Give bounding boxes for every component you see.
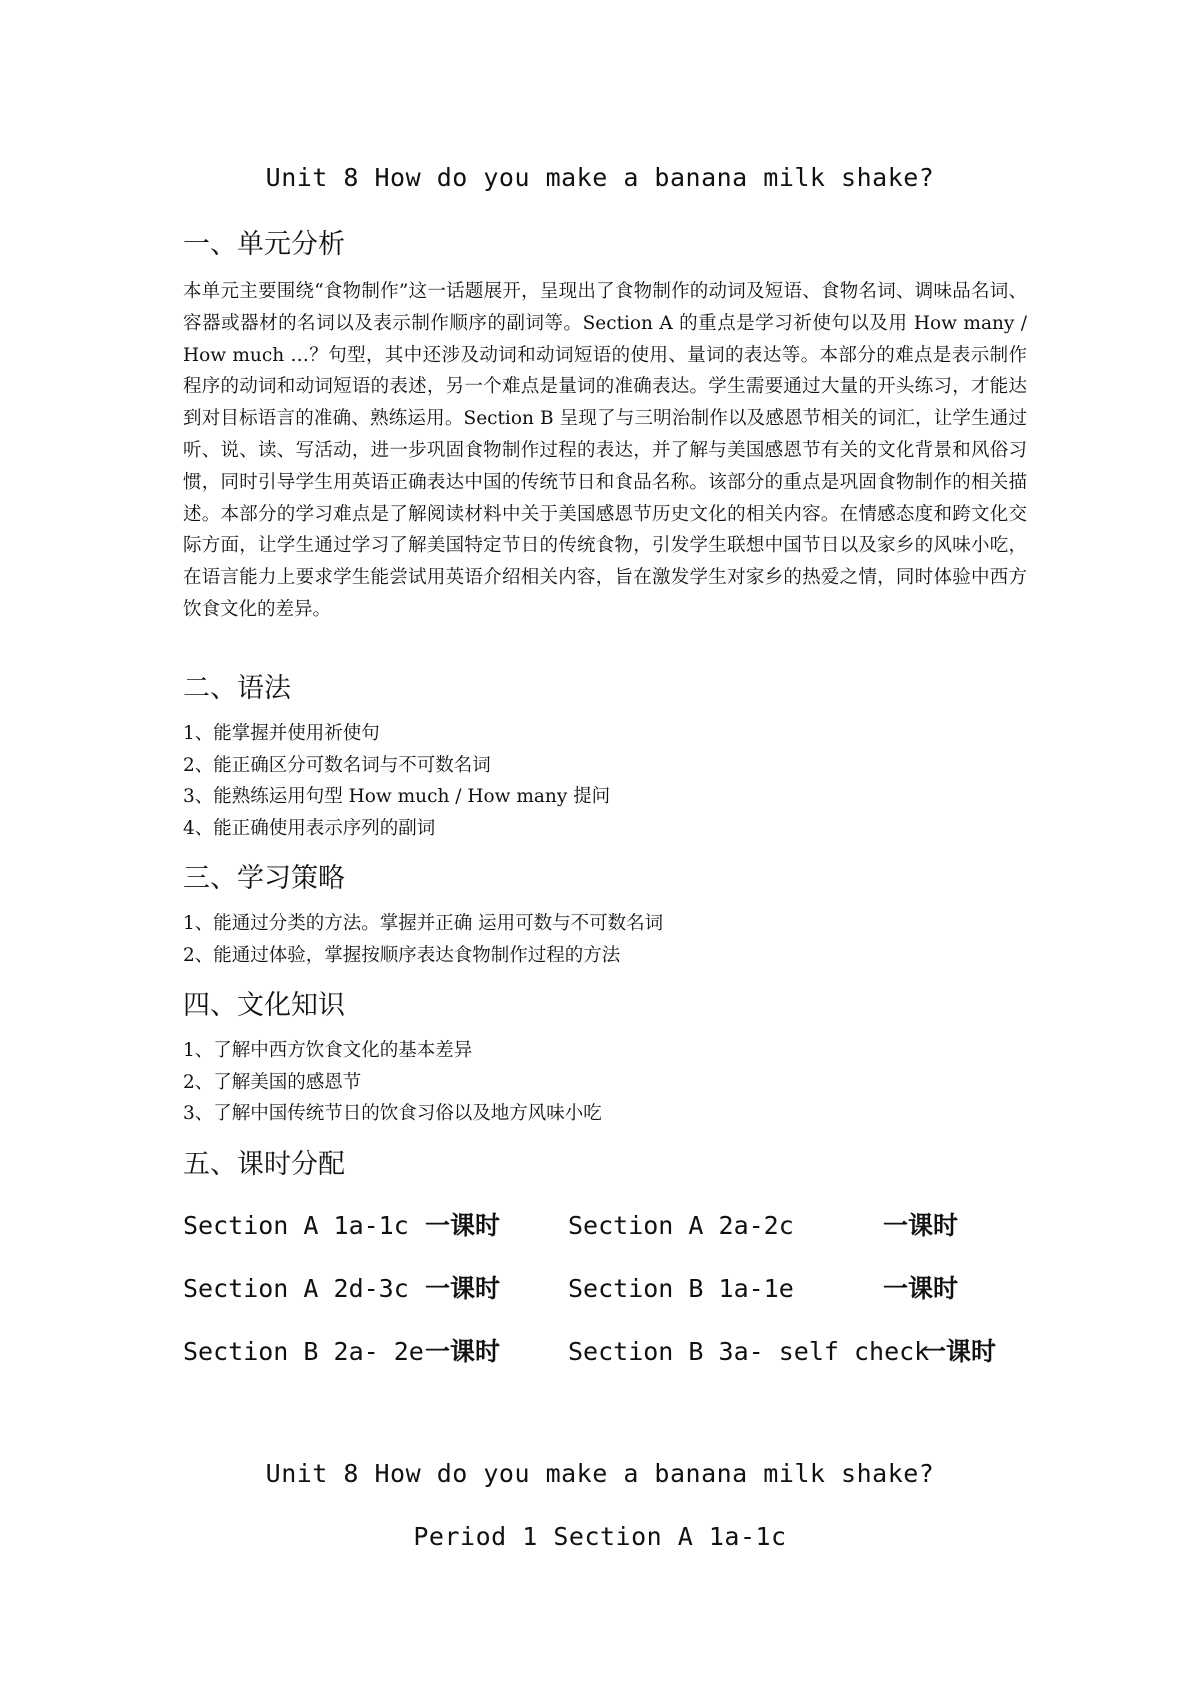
schedule-section-label: Section B 1a-1e bbox=[568, 1274, 794, 1303]
schedule-row bbox=[183, 1208, 1043, 1244]
unit-title: Unit 8 How do you make a banana milk shake? bbox=[265, 163, 935, 192]
lesson-title: Unit 8 How do you make a banana milk shake? bbox=[265, 1459, 935, 1488]
schedule-period-label: 一课时 bbox=[425, 1274, 501, 1303]
analysis-paragraph: 本单元主要围绕“食物制作”这一话题展开，呈现出了食物制作的动词及短语、食物名词、调味品名词、容器或器材的名词以及表示制作顺序的副词等。Section A 的重点是学习祈使句以及用 How many / How much …？句型，其中还涉及动词和动词短语的使用、量词的表达等。本部分的难点是表示制作程序的动词和动词短语的表述，另一个难点是量词的准确表达。学生需要通过大量的开头练习，才能达到对目标语言的准确、熟练运用。Section B 呈现了与三明治制作以及感恩节相关的词汇，让学生通过听、说、读、写活动，进一步巩固食物制作过程的表达，并了解与美国感恩节有关的文化背景和风俗习惯，同时引导学生用英语正确表达中国的传统节日和食品名称。该部分的重点是巩固食物制作的相关描述。本部分的学习难点是了解阅读材料中关于美国感恩节历史文化的相关内容。在情感态度和跨文化交际方面，让学生通过学习了解美国特定节日的传统食物，引发学生联想中国节日以及家乡的风味小吃，在语言能力上要求学生能尝试用英语介绍相关内容，旨在激发学生对家乡的热爱之情，同时体验中西方饮食文化的差异。 bbox=[183, 281, 1027, 620]
section-heading-schedule: 五、课时分配 bbox=[183, 1149, 345, 1180]
list-item: 2、能正确区分可数名词与不可数名词 bbox=[183, 754, 491, 776]
list-item: 1、能通过分类的方法。掌握并正确 运用可数与不可数名词 bbox=[183, 913, 664, 934]
period-title: Period 1 Section A 1a-1c bbox=[413, 1522, 787, 1551]
culture-list bbox=[183, 1035, 602, 1130]
schedule-period-label: 一课时 bbox=[921, 1337, 997, 1366]
section-heading-culture: 四、文化知识 bbox=[183, 990, 345, 1021]
schedule-section-label: Section A 1a-1c bbox=[183, 1211, 409, 1240]
schedule-row bbox=[183, 1334, 1043, 1370]
list-item: 1、了解中西方饮食文化的基本差异 bbox=[183, 1040, 473, 1061]
list-item: 3、了解中国传统节日的饮食习俗以及地方风味小吃 bbox=[183, 1103, 602, 1124]
list-item: 4、能正确使用表示序列的副词 bbox=[183, 817, 436, 839]
section-heading-grammar: 二、语法 bbox=[183, 673, 291, 704]
list-item: 1、能掌握并使用祈使句 bbox=[183, 723, 380, 744]
schedule-period-label: 一课时 bbox=[425, 1211, 501, 1240]
schedule-period-label: 一课时 bbox=[425, 1337, 501, 1366]
grammar-list bbox=[183, 718, 610, 844]
list-item: 3、能熟练运用句型 How much / How many 提问 bbox=[183, 786, 611, 807]
schedule-section-label: Section B 3a- self check bbox=[568, 1337, 930, 1366]
schedule-period-label: 一课时 bbox=[883, 1274, 959, 1303]
section-heading-analysis: 一、单元分析 bbox=[183, 229, 345, 260]
list-item: 2、能通过体验，掌握按顺序表达食物制作过程的方法 bbox=[183, 944, 621, 966]
schedule-section-label: Section B 2a- 2e bbox=[183, 1337, 424, 1366]
strategy-list bbox=[183, 908, 663, 971]
section-heading-strategy: 三、学习策略 bbox=[183, 863, 345, 894]
schedule-section-label: Section A 2a-2c bbox=[568, 1211, 794, 1240]
list-item: 2、了解美国的感恩节 bbox=[183, 1071, 362, 1093]
schedule-row bbox=[183, 1271, 1043, 1307]
schedule-period-label: 一课时 bbox=[883, 1211, 959, 1240]
schedule-section-label: Section A 2d-3c bbox=[183, 1274, 409, 1303]
